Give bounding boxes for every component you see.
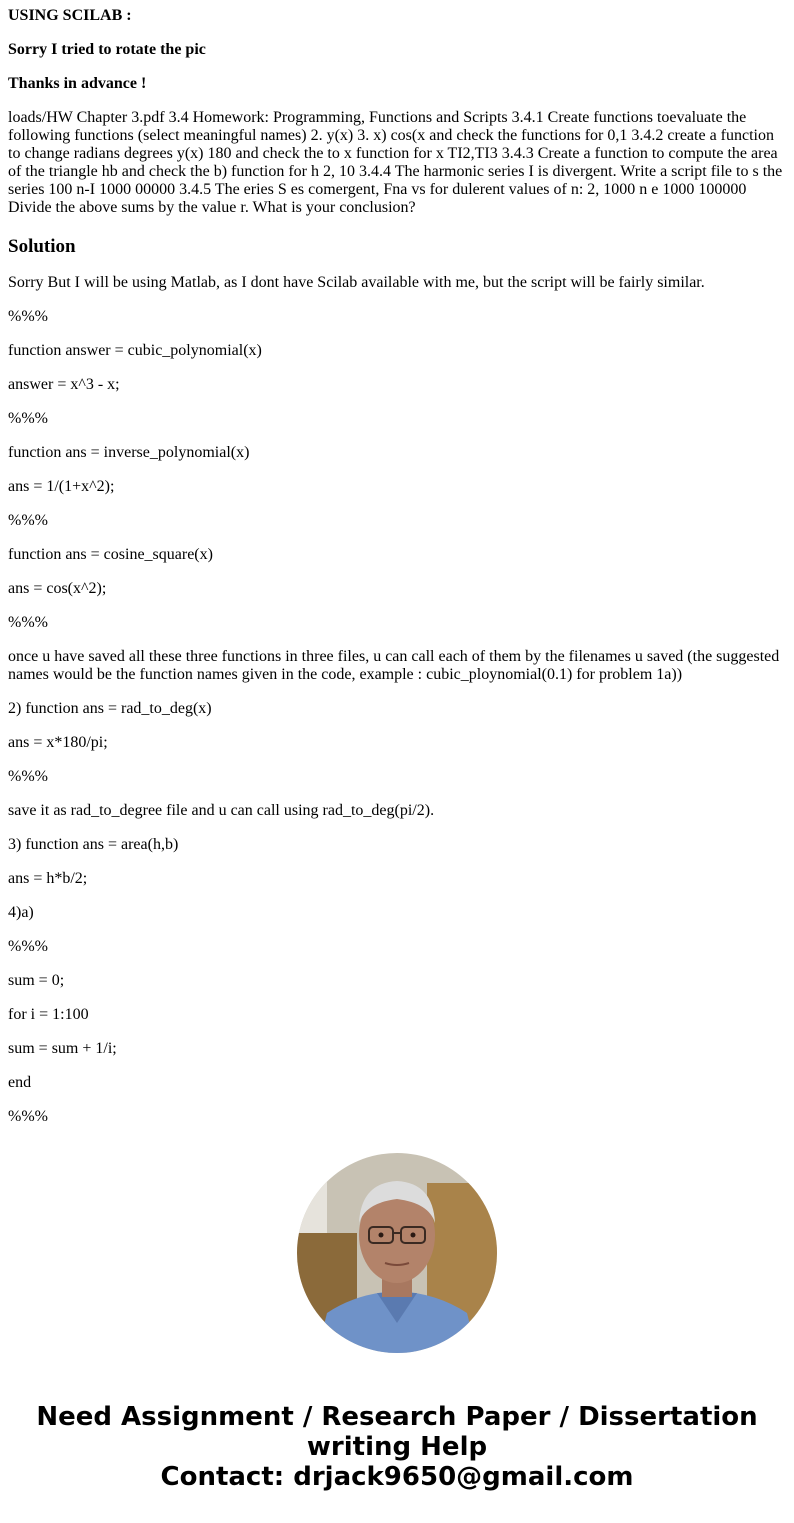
footer-line-2: writing Help (306, 1432, 488, 1462)
solution-line: %%% (8, 512, 48, 529)
question-note: Sorry I tried to rotate the pic (8, 41, 206, 58)
solution-line: Sorry But I will be using Matlab, as I dont have Scilab available with me, but the script will be fairly similar. (8, 274, 705, 291)
solution-line: ans = 1/(1+x^2); (8, 478, 115, 495)
solution-line: %%% (8, 938, 48, 955)
solution-line: end (8, 1074, 32, 1091)
question-body: loads/HW Chapter 3.pdf 3.4 Homework: Programming, Functions and Scripts 3.4.1 Create functions toevaluate the following functions (select meaningful names) 2. y(x) 3. x) cos(x and check the functions for 0,1 3.4.2 create a function to change radians degrees y(x) 180 and check the to x function for x TI2,TI3 3.4.3 Create a function to compute the area of the triangle hb and check the b) function for h 2, 10 3.4.4 The harmonic series I is divergent. Write a script file to s the series 100 n-I 1000 00000 3.4.5 The eries S es comergent, Fna vs for dulerent values of n: 2, 1000 n e 1000 100000 Divide the above sums by the value r. What is your conclusion? (8, 109, 783, 216)
document-content (8, 0, 786, 1122)
question-thanks: Thanks in advance ! (8, 75, 147, 92)
solution-line: %%% (8, 410, 48, 427)
footer-line-1: Need Assignment / Research Paper / Dissertation (36, 1402, 758, 1432)
solution-line: ans = cos(x^2); (8, 580, 107, 597)
solution-line: %%% (8, 614, 48, 631)
solution-line: once u have saved all these three functions in three files, u can call each of them by the filenames u saved (the suggested names would be the function names given in the code, example : cubic_ploynomial(0.1) for problem 1a)) (8, 648, 780, 683)
solution-body (8, 274, 786, 1122)
solution-line: %%% (8, 308, 48, 325)
solution-line: 3) function ans = area(h,b) (8, 836, 179, 853)
solution-line: for i = 1:100 (8, 1006, 89, 1023)
solution-line: save it as rad_to_degree file and u can call using rad_to_deg(pi/2). (8, 802, 435, 819)
footer-contact: Contact: drjack9650@gmail.com (160, 1462, 634, 1492)
solution-line: sum = sum + 1/i; (8, 1040, 117, 1057)
question-title: USING SCILAB : (8, 7, 132, 24)
solution-line: %%% (8, 1108, 48, 1122)
solution-line: 4)a) (8, 904, 34, 921)
solution-line: 2) function ans = rad_to_deg(x) (8, 700, 212, 717)
solution-line: answer = x^3 - x; (8, 376, 120, 393)
solution-line: function answer = cubic_polynomial(x) (8, 342, 262, 359)
footer-banner (0, 1402, 794, 1492)
solution-heading: Solution (8, 236, 76, 257)
solution-line: function ans = inverse_polynomial(x) (8, 444, 250, 461)
solution-line: ans = h*b/2; (8, 870, 88, 887)
solution-line: %%% (8, 768, 48, 785)
author-avatar (297, 1153, 497, 1353)
solution-line: ans = x*180/pi; (8, 734, 108, 751)
solution-line: sum = 0; (8, 972, 65, 989)
solution-line: function ans = cosine_square(x) (8, 546, 213, 563)
